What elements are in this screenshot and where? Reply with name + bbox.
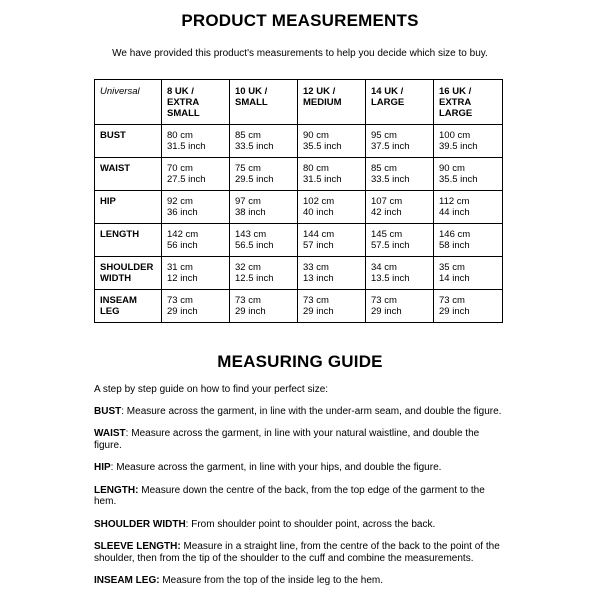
- cell-line: 145 cm: [371, 229, 403, 240]
- table-header-row: [95, 80, 503, 125]
- measurement-cell: [298, 125, 366, 158]
- guide-item-text: Measure down the centre of the back, from the top edge of the garment to the hem.: [94, 484, 485, 507]
- guide-item: [94, 541, 506, 564]
- cell-line: 100 cm: [439, 130, 471, 141]
- cell-line: SMALL: [235, 97, 268, 108]
- size-column-header: [230, 80, 298, 125]
- measurement-cell: [366, 224, 434, 257]
- cell-line: 146 cm: [439, 229, 471, 240]
- guide-item-term: SLEEVE LENGTH:: [94, 541, 181, 552]
- cell-line: 36 inch: [167, 207, 198, 218]
- table-row: [95, 257, 503, 290]
- cell-line: EXTRA: [439, 97, 472, 108]
- cell-line: BUST: [100, 130, 126, 141]
- cell-line: WAIST: [100, 163, 131, 174]
- cell-line: 37.5 inch: [371, 141, 410, 152]
- cell-line: 112 cm: [439, 196, 470, 207]
- guide-item-separator: :: [185, 518, 192, 530]
- cell-line: 29 inch: [439, 306, 470, 317]
- cell-line: 95 cm: [371, 130, 397, 141]
- measurement-label: [95, 125, 162, 158]
- cell-line: WIDTH: [100, 273, 132, 284]
- cell-line: HIP: [100, 196, 116, 207]
- measurement-cell: [366, 125, 434, 158]
- cell-line: 73 cm: [439, 295, 465, 306]
- cell-line: SHOULDER: [100, 262, 154, 273]
- cell-line: 34 cm: [371, 262, 397, 273]
- measuring-guide: [94, 384, 506, 598]
- cell-line: 16 UK /: [439, 86, 472, 97]
- cell-line: 32 cm: [235, 262, 261, 273]
- guide-item-term: LENGTH:: [94, 484, 139, 496]
- cell-line: 73 cm: [371, 295, 397, 306]
- measurement-cell: [230, 191, 298, 224]
- cell-line: 31.5 inch: [303, 174, 342, 185]
- cell-line: LARGE: [371, 97, 405, 108]
- cell-line: LENGTH: [100, 229, 140, 240]
- measurement-cell: [366, 191, 434, 224]
- table-row: [95, 191, 503, 224]
- guide-item: [94, 575, 506, 587]
- cell-line: 56.5 inch: [235, 240, 274, 251]
- cell-line: 44 inch: [439, 207, 470, 218]
- measurement-cell: [434, 191, 503, 224]
- size-table: [94, 79, 503, 323]
- measurement-cell: [162, 257, 230, 290]
- cell-line: 29 inch: [371, 306, 402, 317]
- measurement-cell: [230, 158, 298, 191]
- cell-line: 80 cm: [303, 163, 329, 174]
- guide-intro: A step by step guide on how to find your perfect size:: [94, 384, 329, 395]
- guide-item-separator: :: [110, 462, 117, 473]
- cell-line: 73 cm: [235, 295, 261, 306]
- guide-item: [94, 485, 506, 508]
- measurement-label: [95, 158, 162, 191]
- measurement-cell: [366, 158, 434, 191]
- cell-line: 33.5 inch: [235, 141, 274, 152]
- cell-line: 29.5 inch: [235, 174, 274, 185]
- guide-item-term: SHOULDER WIDTH: [94, 518, 186, 530]
- measurement-label: [95, 191, 162, 224]
- cell-line: MEDIUM: [303, 97, 342, 108]
- measurement-cell: [230, 224, 298, 257]
- guide-item-separator: :: [125, 428, 132, 439]
- cell-line: 90 cm: [439, 163, 465, 174]
- cell-line: 73 cm: [303, 295, 329, 306]
- table-row: [95, 224, 503, 257]
- size-column-header: [366, 80, 434, 125]
- guide-item: [94, 462, 506, 474]
- cell-line: 80 cm: [167, 130, 193, 141]
- measurement-cell: [162, 290, 230, 323]
- guide-item: [94, 519, 506, 531]
- cell-line: 10 UK /: [235, 86, 268, 97]
- cell-line: 12 UK /: [303, 86, 336, 97]
- cell-line: SMALL: [167, 108, 200, 119]
- guide-item-term: INSEAM LEG:: [94, 575, 160, 586]
- measurement-cell: [434, 224, 503, 257]
- size-column-header: [162, 80, 230, 125]
- measurement-cell: [366, 257, 434, 290]
- cell-line: INSEAM: [100, 295, 137, 306]
- measurement-label: [95, 224, 162, 257]
- measurement-cell: [298, 290, 366, 323]
- guide-item-text: Measure across the garment, in line with your natural waistline, and double the figure.: [94, 428, 480, 451]
- guide-item-term: WAIST: [94, 428, 126, 439]
- cell-line: 38 inch: [235, 207, 266, 218]
- cell-line: 56 inch: [167, 240, 198, 251]
- measurement-label: [95, 257, 162, 290]
- measurement-cell: [162, 125, 230, 158]
- cell-line: 8 UK /: [167, 86, 194, 97]
- cell-line: 29 inch: [303, 306, 334, 317]
- cell-line: 143 cm: [235, 229, 267, 240]
- cell-line: LEG: [100, 306, 120, 317]
- cell-line: 31.5 inch: [167, 141, 206, 152]
- measurement-cell: [230, 290, 298, 323]
- cell-line: 40 inch: [303, 207, 334, 218]
- cell-line: 13.5 inch: [371, 273, 410, 284]
- measurement-cell: [162, 191, 230, 224]
- table-row: [95, 290, 503, 323]
- guide-item-text: Measure from the top of the inside leg to the hem.: [162, 575, 384, 586]
- size-column-header: [434, 80, 503, 125]
- measurement-cell: [162, 158, 230, 191]
- guide-item-term: BUST: [94, 405, 122, 417]
- cell-line: 31 cm: [167, 262, 193, 273]
- cell-line: 97 cm: [235, 196, 261, 207]
- guide-item-text: Measure across the garment, in line with the under-arm seam, and double the figure.: [126, 405, 502, 417]
- cell-line: 42 inch: [371, 207, 402, 218]
- cell-line: 73 cm: [167, 295, 193, 306]
- measurement-cell: [434, 290, 503, 323]
- cell-line: 102 cm: [303, 196, 335, 207]
- measurement-cell: [366, 290, 434, 323]
- guide-item-text: Measure across the garment, in line with your hips, and double the figure.: [116, 462, 442, 473]
- guide-item-text: From shoulder point to shoulder point, across the back.: [191, 518, 436, 530]
- guide-item-term: HIP: [94, 462, 111, 473]
- guide-item-text: Measure in a straight line, from the centre of the back to the point of the shoulder, then from the tip of the shoulder to the cuff and combine the measurements.: [94, 541, 500, 564]
- cell-line: 58 inch: [439, 240, 470, 251]
- cell-line: 107 cm: [371, 196, 403, 207]
- cell-line: 13 inch: [303, 273, 334, 284]
- measurement-cell: [434, 257, 503, 290]
- guide-item: [94, 406, 506, 418]
- cell-line: 12.5 inch: [235, 273, 274, 284]
- cell-line: 85 cm: [371, 163, 397, 174]
- measurement-cell: [230, 125, 298, 158]
- cell-line: 90 cm: [303, 130, 329, 141]
- measurement-cell: [434, 158, 503, 191]
- guide-item-separator: :: [121, 405, 127, 417]
- measurement-cell: [162, 224, 230, 257]
- measurement-cell: [298, 257, 366, 290]
- cell-line: 85 cm: [235, 130, 261, 141]
- cell-line: 35.5 inch: [439, 174, 478, 185]
- cell-line: 57 inch: [303, 240, 334, 251]
- cell-line: 57.5 inch: [371, 240, 410, 251]
- cell-line: 14 UK /: [371, 86, 404, 97]
- cell-line: 29 inch: [167, 306, 198, 317]
- cell-line: 39.5 inch: [439, 141, 478, 152]
- cell-line: EXTRA: [167, 97, 200, 108]
- cell-line: LARGE: [439, 108, 473, 119]
- table-corner-label: Universal: [95, 80, 162, 125]
- cell-line: 92 cm: [167, 196, 193, 207]
- measurement-cell: [434, 125, 503, 158]
- cell-line: 35 cm: [439, 262, 465, 273]
- cell-line: 142 cm: [167, 229, 199, 240]
- measurement-cell: [298, 224, 366, 257]
- cell-line: 29 inch: [235, 306, 266, 317]
- cell-line: 70 cm: [167, 163, 193, 174]
- measurement-cell: [230, 257, 298, 290]
- cell-line: 12 inch: [167, 273, 198, 284]
- cell-line: 35.5 inch: [303, 141, 342, 152]
- table-row: [95, 158, 503, 191]
- intro-text: We have provided this product's measurements to help you decide which size to buy.: [112, 48, 488, 59]
- cell-line: 75 cm: [235, 163, 261, 174]
- measurement-cell: [298, 158, 366, 191]
- page-title: PRODUCT MEASUREMENTS: [181, 11, 419, 30]
- guide-title: MEASURING GUIDE: [217, 352, 383, 371]
- size-column-header: [298, 80, 366, 125]
- cell-line: 33 cm: [303, 262, 329, 273]
- measurement-cell: [298, 191, 366, 224]
- table-row: [95, 125, 503, 158]
- cell-line: 14 inch: [439, 273, 470, 284]
- guide-item: [94, 428, 506, 451]
- cell-line: 144 cm: [303, 229, 335, 240]
- measurement-label: [95, 290, 162, 323]
- cell-line: 27.5 inch: [167, 174, 206, 185]
- cell-line: 33.5 inch: [371, 174, 410, 185]
